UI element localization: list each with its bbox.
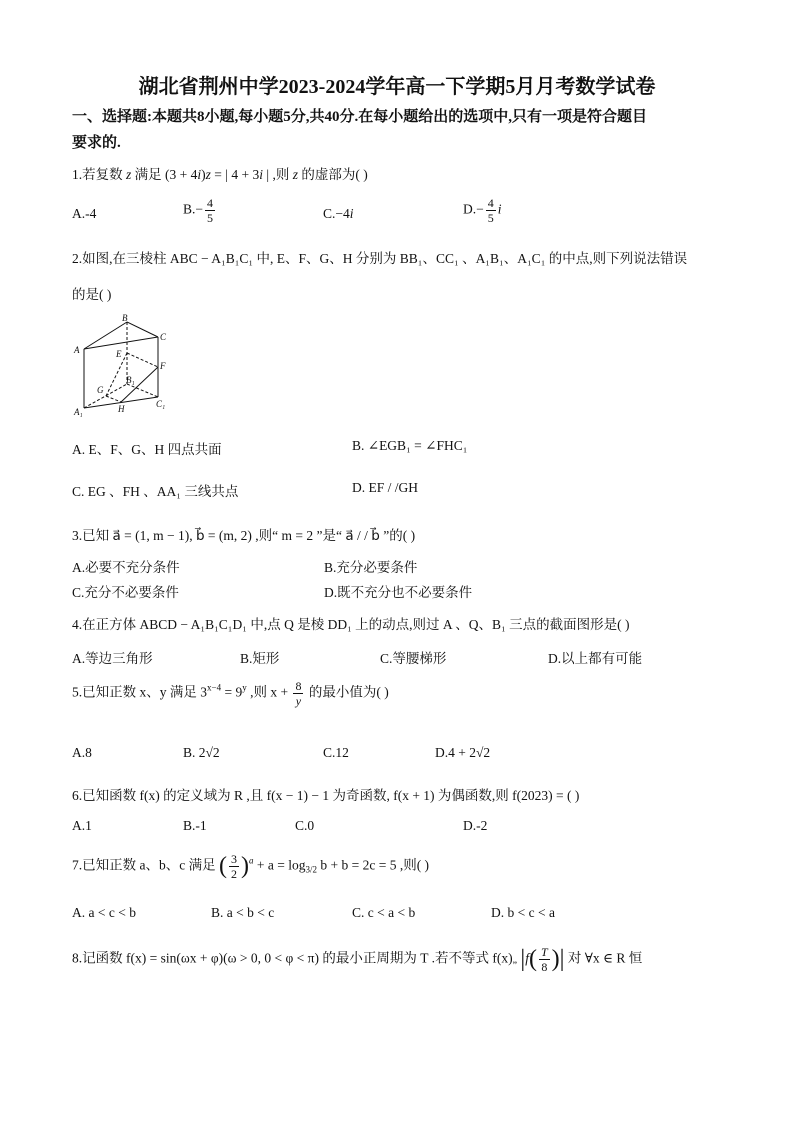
q5-stem: 5.已知正数 x、y 满足 $3^{x-4} = 9^y$ ,则 x + $\frac{8}{y}$ 的最小值为( ) [72,679,389,708]
q7-stem: 7.已知正数 a、b、c 满足 ( $\frac{3}{2}$ )$^a + a = \log_{3/2} b + b = 2c = 5$ ,则( ) [72,852,430,881]
q6-stem: 6.已知函数 f(x) 的定义域为 R ,且 f(x − 1) − 1 为奇函数, f(x + 1) 为偶函数,则 f(2023) = ( ) [72,788,580,803]
q2-option-a: A. E、F、G、H 四点共面 [72,442,222,457]
label-f: F [160,361,166,371]
label-c1: C₁ [156,399,166,409]
q1-stem-b: 满足 [134,167,162,182]
question-1: 1.若复数 z 满足 (3 + 4i)z = | 4 + 3i | ,则 z 的虚部为( ) [72,167,368,182]
q3-stem: 3.已知 a⃗ = (1, m − 1), b⃗ = (m, 2) ,则“ m = 2 ”是“ a⃗ / / b⃗ ”的( ) [72,528,416,543]
label-c: C [160,332,167,342]
q7-option-b: B. a < b < c [211,905,275,920]
q3-option-b: B.充分必要条件 [324,560,418,575]
q4-option-d: D.以上都有可能 [548,651,643,666]
q1-stem-c: ,则 [272,167,290,182]
q1-option-b: B.− $\frac{4}{5}$ [183,196,214,225]
q4-option-a: A.等边三角形 [72,651,153,666]
q1-stem-a: 1.若复数 [72,167,123,182]
q6-option-c: C.0 [295,818,315,833]
prism-figure [70,312,180,418]
q4-option-b: B.矩形 [240,651,280,666]
q7-option-c: C. c < a < b [352,905,416,920]
label-h: H [118,404,125,414]
q6-option-b: B.-1 [183,818,207,833]
q1-stem-d: 的虚部为( ) [301,167,368,182]
q5-option-c: C.12 [323,745,349,760]
label-b1: B₁ [126,375,135,385]
label-e: E [116,349,122,359]
page-title: 湖北省荆州中学2023-2024学年高一下学期5月月考数学试卷 [138,76,656,98]
q5-option-b: B. 2√2 [183,745,220,760]
section-heading-line2: 要求的. [72,135,121,151]
q2-option-b: B. ∠EGB₁ = ∠FHC₁ [352,438,468,453]
q1-option-c: C.−4i [323,206,354,221]
q8-stem: 8.记函数 f(x) = sin(ωx + φ)(ω > 0, 0 < φ < π) 的最小正周期为 T .若不等式 f(x)„ |f( $\frac{T}{8}$ )| 对 ∀x ∈ R 恒 [72,945,643,974]
section-heading-line1: 一、选择题:本题共8小题,每小题5分,共40分.在每小题给出的选项中,只有一项是符合题目 [72,109,647,125]
q2-stem-line2: 的是( ) [72,287,112,302]
q6-option-a: A.1 [72,818,92,833]
label-a1: A₁ [74,407,83,417]
label-a: A [74,345,80,355]
q6-option-d: D.-2 [463,818,488,833]
q5-option-a: A.8 [72,745,92,760]
q4-stem: 4.在正方体 ABCD − A₁B₁C₁D₁ 中,点 Q 是棱 DD₁ 上的动点,则过 A 、Q、B₁ 三点的截面图形是( ) [72,617,630,632]
label-b: B [122,313,128,323]
q5-option-d: D.4 + 2√2 [435,745,491,760]
q3-option-a: A.必要不充分条件 [72,560,180,575]
q3-option-d: D.既不充分也不必要条件 [324,585,473,600]
q7-option-d: D. b < c < a [491,905,555,920]
q4-option-c: C.等腰梯形 [380,651,447,666]
label-g: G [97,385,104,395]
q2-stem-line1: 2.如图,在三棱柱 ABC − A₁B₁C₁ 中, E、F、G、H 分别为 BB₁、CC₁ 、A₁B₁、A₁C₁ 的中点,则下列说法错误 [72,251,688,266]
q1-option-d: D.− $\frac{4}{5}$ i [463,196,502,225]
q3-option-c: C.充分不必要条件 [72,585,179,600]
q1-option-a: A.-4 [72,206,97,221]
q2-option-d: D. EF / /GH [352,480,419,495]
q2-option-c: C. EG 、FH 、AA₁ 三线共点 [72,484,239,499]
q7-option-a: A. a < c < b [72,905,136,920]
